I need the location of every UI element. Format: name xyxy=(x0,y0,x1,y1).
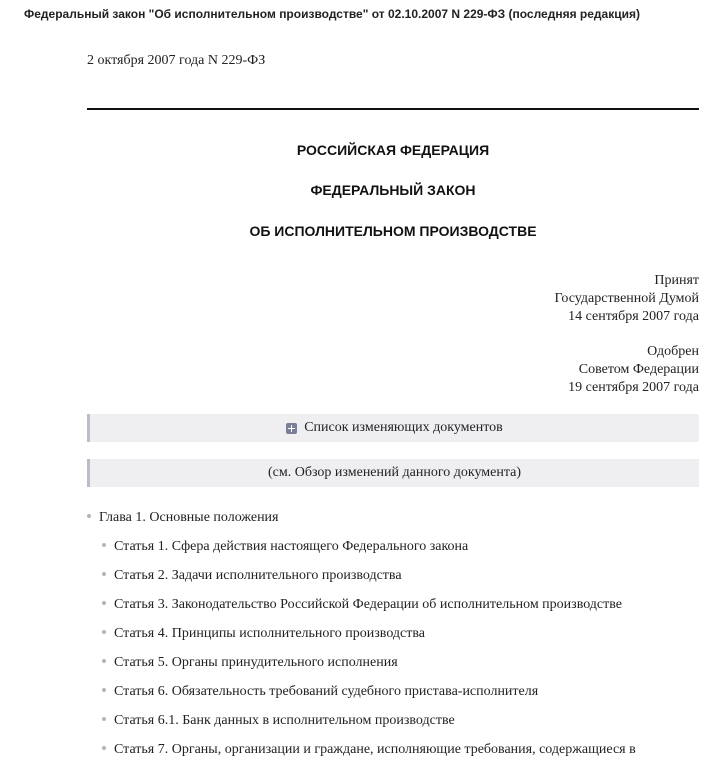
approval-council-line1: Одобрен xyxy=(647,344,699,359)
toc-article-7[interactable] xyxy=(102,742,636,758)
toc-article-label[interactable]: Статья 6.1. Банк данных в исполнительном производстве xyxy=(114,713,455,728)
header-divider xyxy=(87,108,699,110)
toc-article-label[interactable]: Статья 1. Сфера действия настоящего Федерального закона xyxy=(114,539,469,554)
bullet-icon xyxy=(87,514,91,518)
toc-article-4[interactable] xyxy=(102,626,425,642)
changes-overview-panel[interactable] xyxy=(87,459,699,487)
toc-article-2[interactable] xyxy=(102,568,402,584)
bullet-icon xyxy=(102,601,106,605)
toc-chapter-1-label[interactable]: Глава 1. Основные положения xyxy=(99,510,279,525)
document-page-title: Федеральный закон "Об исполнительном производстве" от 02.10.2007 N 229-ФЗ (последняя редакция) xyxy=(24,7,640,21)
heading-law-title: ОБ ИСПОЛНИТЕЛЬНОМ ПРОИЗВОДСТВЕ xyxy=(249,223,537,239)
heading-law-type: ФЕДЕРАЛЬНЫЙ ЗАКОН xyxy=(310,182,476,198)
bullet-icon xyxy=(102,717,106,721)
changes-overview-link[interactable]: (см. Обзор изменений данного документа) xyxy=(268,465,521,480)
adoption-duma-block xyxy=(555,272,699,326)
toc-chapter-1[interactable] xyxy=(87,510,279,526)
bullet-icon xyxy=(102,688,106,692)
bullet-icon xyxy=(102,543,106,547)
toc-article-6-1[interactable] xyxy=(102,713,455,729)
approval-council-date: 19 сентября 2007 года xyxy=(568,380,699,395)
toc-article-label[interactable]: Статья 7. Органы, организации и граждане, исполняющие требования, содержащиеся в xyxy=(114,742,636,757)
document-date-number: 2 октября 2007 года N 229-ФЗ xyxy=(87,53,266,68)
toc-article-label[interactable]: Статья 4. Принципы исполнительного производства xyxy=(114,626,426,641)
toc-article-label[interactable]: Статья 3. Законодательство Российской Федерации об исполнительном производстве xyxy=(114,597,622,612)
toc-article-5[interactable] xyxy=(102,655,398,671)
toc-article-label[interactable]: Статья 5. Органы принудительного исполнения xyxy=(114,655,398,670)
approval-council-line2: Советом Федерации xyxy=(578,362,699,377)
toc-article-3[interactable] xyxy=(102,597,622,613)
adoption-duma-line1: Принят xyxy=(654,273,699,288)
adoption-duma-line2: Государственной Думой xyxy=(554,291,699,306)
bullet-icon xyxy=(102,572,106,576)
toc-article-label[interactable]: Статья 2. Задачи исполнительного производства xyxy=(114,568,402,583)
changing-documents-toggle[interactable] xyxy=(87,414,699,442)
bullet-icon xyxy=(102,746,106,750)
bullet-icon xyxy=(102,659,106,663)
approval-council-block xyxy=(568,343,699,397)
toc-article-6[interactable] xyxy=(102,684,538,700)
heading-country: РОССИЙСКАЯ ФЕДЕРАЦИЯ xyxy=(296,142,490,158)
expand-plus-icon[interactable] xyxy=(286,423,297,434)
toc-article-1[interactable] xyxy=(102,539,468,555)
toc-article-label[interactable]: Статья 6. Обязательность требований судебного пристава-исполнителя xyxy=(114,684,539,699)
changing-documents-label[interactable]: Список изменяющих документов xyxy=(304,420,503,435)
adoption-duma-date: 14 сентября 2007 года xyxy=(568,309,699,324)
bullet-icon xyxy=(102,630,106,634)
